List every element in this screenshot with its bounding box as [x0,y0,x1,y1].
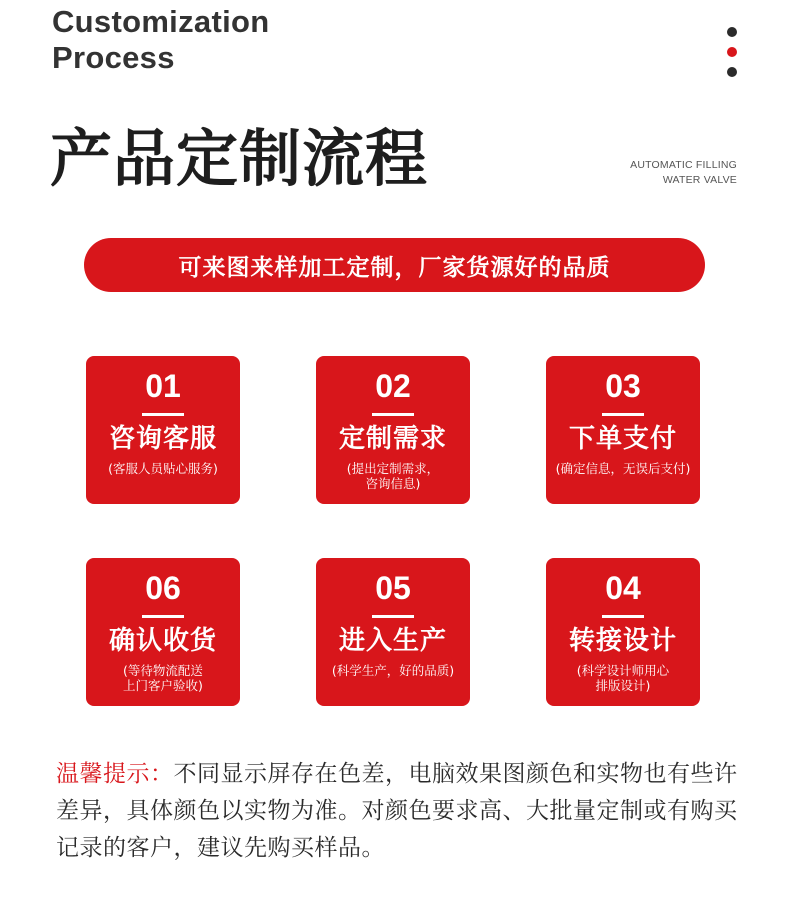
dot-icon [727,67,737,77]
step-name: 下单支付 [568,424,677,454]
step-divider [602,413,644,416]
slogan-banner [84,238,705,292]
step-description: (提出定制需求， 咨询信息) [346,461,440,491]
step-name: 咨询客服 [108,424,217,454]
step-number: 05 [375,570,411,606]
step-description: (等待物流配送 上门客户验收) [123,663,203,693]
dot-icon-active [727,47,737,57]
step-card-consult [86,356,240,504]
dot-icon [727,27,737,37]
step-card-receipt [86,558,240,706]
step-number: 01 [145,368,181,404]
step-number: 03 [605,368,641,404]
step-card-production [316,558,470,706]
page-title: 产品定制流程 [50,122,429,195]
step-description: (客服人员贴心服务) [108,461,218,476]
step-divider [602,615,644,618]
notice [56,756,746,867]
product-subtitle-line1: AUTOMATIC FILLING [630,159,737,171]
step-divider [372,413,414,416]
step-divider [372,615,414,618]
notice-text: 不同显示屏存在色差，电脑效果图颜色和实物也有些许差异，具体颜色以实物为准。对颜色要求高、大批量定制或有购买记录的客户，建议先购买样品。 [56,761,738,861]
step-divider [142,413,184,416]
product-subtitle-line2: WATER VALVE [662,174,737,186]
step-card-requirements [316,356,470,504]
product-subtitle [630,158,737,188]
menu-dots-icon [727,27,738,87]
step-divider [142,615,184,618]
step-name: 转接设计 [568,626,677,656]
step-description: (科学生产，好的品质) [331,663,455,678]
step-card-payment [546,356,700,504]
step-name: 定制需求 [338,424,447,454]
english-title-line1: Customization [52,4,270,39]
step-number: 02 [375,368,411,404]
english-title-line2: Process [52,40,175,75]
english-title [52,4,269,76]
step-name: 进入生产 [338,626,447,656]
step-number: 04 [605,570,641,606]
step-description: (科学设计师用心 排版设计) [576,663,670,693]
step-name: 确认收货 [108,626,217,656]
step-card-design [546,558,700,706]
notice-label: 温馨提示： [56,761,174,787]
step-number: 06 [145,570,181,606]
step-description: (确定信息，无误后支付) [555,461,691,476]
slogan-text: 可来图来样加工定制，厂家货源好的品质 [178,254,611,281]
